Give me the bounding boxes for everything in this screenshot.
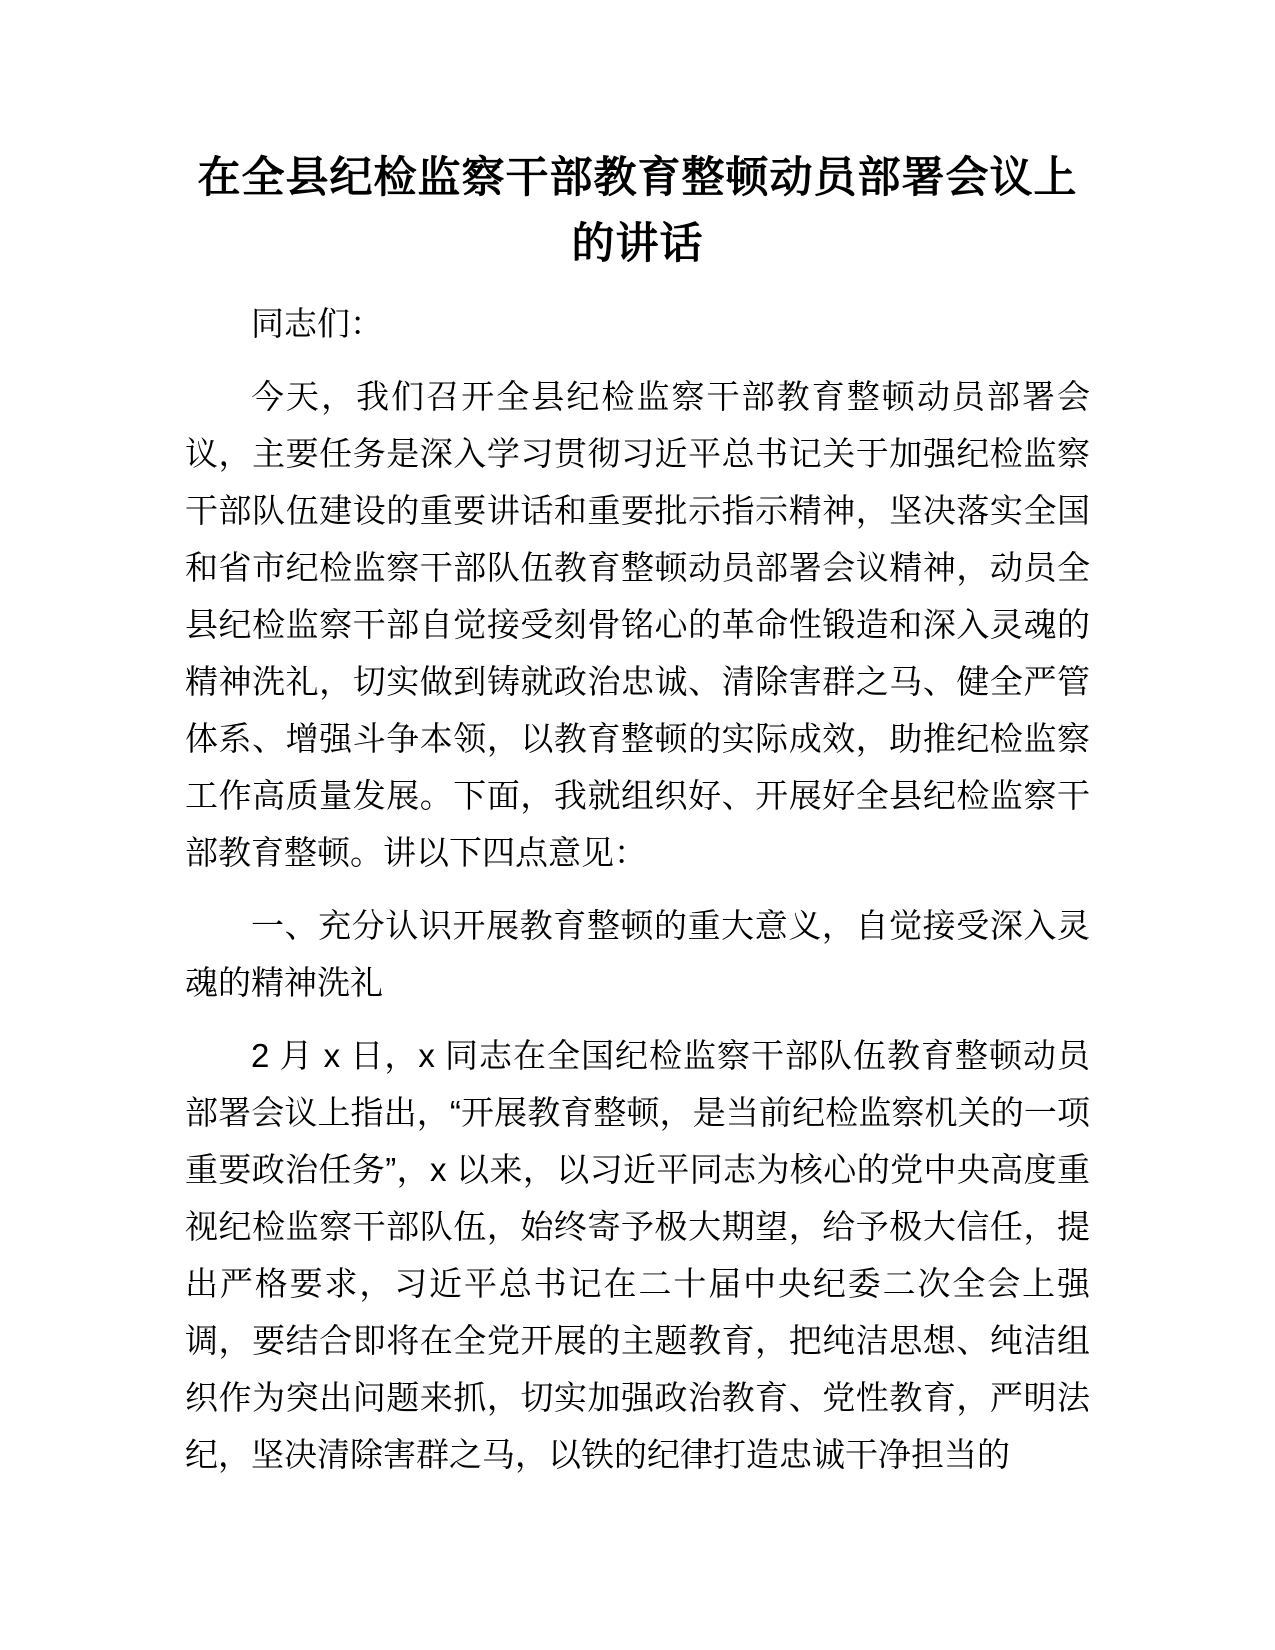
paragraph-4: 2 月 x 日，x 同志在全国纪检监察干部队伍教育整顿动员部署会议上指出，“开展教育整顿，是当前纪检监察机关的一项重要政治任务”，x 以来，以习近平同志为核心的党中央高度重视纪检监察干部队伍，始终寄予极大期望，给予极大信任，提出严格要求，习近平总书记在二十届中央纪委二次全会上强调，要结合即将在全党开展的主题教育，把纯洁思想、纯洁组织作为突出问题来抓，切实加强政治教育、党性教育，严明法纪，坚决清除害群之马，以铁的纪律打造忠诚干净担当的 bbox=[185, 1037, 1090, 1473]
paragraph-2: 今天，我们召开全县纪检监察干部教育整顿动员部署会议，主要任务是深入学习贯彻习近平总书记关于加强纪检监察干部队伍建设的重要讲话和重要批示指示精神，坚决落实全国和省市纪检监察干部队伍教育整顿动员部署会议精神，动员全县纪检监察干部自觉接受刻骨铭心的革命性锻造和深入灵魂的精神洗礼，切实做到铸就政治忠诚、清除害群之马、健全严管体系、增强斗争本领，以教育整顿的实际成效，助推纪检监察工作高质量发展。下面，我就组织好、开展好全县纪检监察干部教育整顿。讲以下四点意见： bbox=[185, 378, 1090, 871]
document-body bbox=[185, 295, 1090, 1483]
paragraph-3: 一、充分认识开展教育整顿的重大意义，自觉接受深入灵魂的精神洗礼 bbox=[185, 907, 1090, 1001]
paragraph-1: 同志们： bbox=[251, 305, 383, 342]
document-title bbox=[185, 145, 1090, 277]
document-title-line-1: 在全县纪检监察干部教育整顿动员部署会议上 bbox=[197, 154, 1078, 202]
document-title-line-2: 的讲话 bbox=[571, 220, 704, 268]
